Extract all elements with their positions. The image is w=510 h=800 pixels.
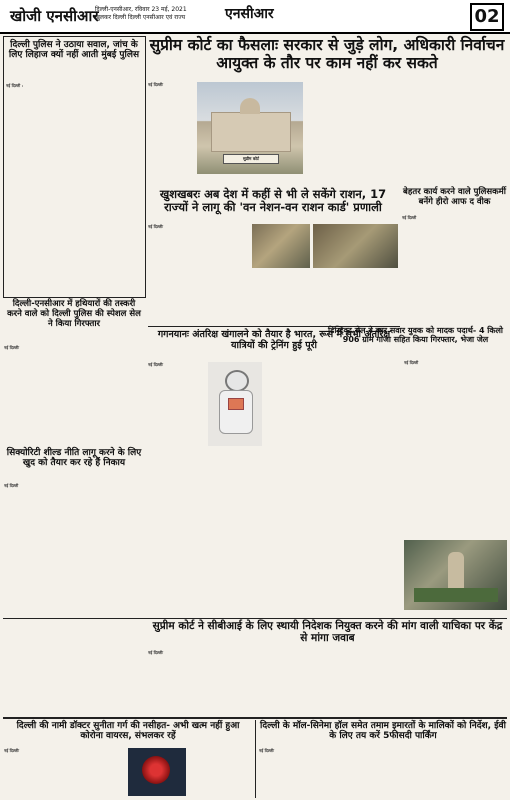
article-body-drugs: [404, 360, 507, 535]
headline-parking: दिल्ली के मॉल-सिनेमा हॉल समेत तमाम इमारतों के मालिकों को निर्देश, ईवी के लिए तय करें 5फीसदी पार्किंग: [260, 721, 506, 742]
helmet-shape: [225, 370, 249, 392]
article-body-cbi: [148, 650, 507, 714]
dateline-date: दिल्ली-एनसीआर, रविवार 23 मई, 2021: [95, 6, 187, 13]
headline-ration: खुशखबरः अब देश में कहीं से भी ले सकेंगे राशन, 17 राज्यों ने लागू की 'वन नेशन-वन राशन कार्ड' प्रणाली: [159, 187, 387, 215]
divider-bottom: [3, 717, 507, 719]
astronaut-photo: [208, 362, 262, 446]
ration-queue-photo: [252, 224, 310, 268]
article-body-ration: [148, 224, 196, 322]
headline-drugs: डिस्ट्रिक्ट सेल ने कार सवार युवक को मादक पदार्थ- 4 किलो 906 ग्राम गांजा सहित किया गिरफ्तार, भेजा जेल: [327, 326, 504, 345]
article-body-ration-col2: [200, 224, 248, 322]
dateline-delhi-police: नई दिल्ली :: [6, 83, 24, 88]
article-body-astronaut-col3: [266, 362, 330, 607]
article-body-astronaut: [148, 362, 204, 607]
headline-doctor-advice: दिल्ली की नामी डॉक्टर सुनीता गर्ग की नसीहत- अभी खत्म नहीं हुआ कोरोना वायरस, संभलकर रहें: [16, 721, 240, 742]
dateline-delhi-ncr-arms: नई दिल्लीः: [4, 345, 20, 350]
headline-cbi: सुप्रीम कोर्ट ने सीबीआई के लिए स्थायी निदेशक नियुक्त करने की मांग वाली याचिका पर केंद्र से मांगा जवाब: [152, 620, 503, 645]
dateline-police-honor: नई दिल्ली: [402, 215, 417, 220]
dateline-supreme-court: नई दिल्लीः: [148, 82, 164, 87]
article-body-security: [4, 483, 144, 618]
dateline-astronaut: नई दिल्लीः: [148, 362, 164, 367]
headline-security: सिक्योरिटी शील्ड नीति लागू करने के लिए खुद को तैयार कर रहे हैं निकाय: [6, 448, 142, 469]
article-body-doctor-advice: [4, 748, 124, 796]
ration-distribution-photo: [313, 224, 398, 268]
dateline-ration: नई दिल्लीः: [148, 224, 164, 229]
virus-icon: [142, 756, 170, 784]
article-body-astronaut-col4: [334, 362, 400, 607]
headline-delhi-ncr-arms: दिल्ली-एनसीआर में हथियारों की तस्करी करने वाले को दिल्ली पुलिस की स्पेशल सेल ने किया गिरफ्तार: [7, 299, 141, 329]
article-body-police-honor: [402, 215, 507, 315]
headline-supreme-court: सुप्रीम कोर्ट का फैसलाः सरकार से जुड़े लोग, अधिकारी निर्वाचन आयुक्त के तौर पर काम नहीं कर सकते: [149, 36, 505, 72]
drugs-arrest-photo: [404, 540, 507, 610]
dateline-parking: नई दिल्लीः: [259, 748, 275, 753]
court-dome-shape: [240, 98, 260, 114]
divider-cbi: [3, 618, 507, 619]
article-body-parking: [259, 748, 507, 796]
page-number: 02: [470, 3, 504, 31]
headline-delhi-police: दिल्ली पुलिस ने उठाया सवाल, जांच के लिए लिहाज क्यों नहीं आती मुंबई पुलिस: [8, 40, 140, 61]
article-body-delhi-ncr-arms: [4, 345, 144, 440]
court-sign: सुप्रीम कोर्ट: [223, 154, 279, 164]
headline-astronaut: गगनयानः अंतरिक्ष खंगालने को तैयार है भारत, रूस में सभी अंतरिक्ष यात्रियों की ट्रेनिंग हुई पूरी: [157, 329, 391, 351]
supreme-court-photo: [197, 82, 303, 174]
dateline-drugs: नई दिल्ली: [404, 360, 419, 365]
spacesuit-shape: [219, 390, 253, 434]
headline-police-honor: बेहतर कार्य करने वाले पुलिसकर्मी बनेंगे हीरो आफ द वीक: [403, 187, 506, 207]
masthead: [0, 0, 510, 34]
court-building-shape: [211, 112, 291, 152]
suit-patch-shape: [228, 398, 244, 410]
person-shape: [448, 552, 464, 592]
dateline-security: नई दिल्ली: [4, 483, 19, 488]
article-body-delhi-police: [6, 83, 142, 288]
article-body-doctor-advice-cont: [190, 748, 252, 796]
dateline: [95, 6, 187, 22]
newspaper-logo: खोजी एनसीआर: [10, 7, 99, 25]
article-body-astronaut-col2: [208, 450, 262, 607]
article-body-ration-col3: [252, 272, 398, 322]
article-body-supreme-court-cont: [306, 82, 506, 178]
divider-bottom-vertical: [255, 720, 256, 798]
dateline-tagline: खुलकर दिल्ली दिल्ली एनसीआर एवं राज्य: [95, 14, 186, 21]
section-name: एनसीआर: [225, 6, 274, 22]
virus-photo: [128, 748, 186, 796]
seized-packets-shape: [414, 588, 498, 602]
dateline-doctor-advice: नई दिल्लीः: [4, 748, 20, 753]
dateline-cbi: नई दिल्लीः: [148, 650, 164, 655]
